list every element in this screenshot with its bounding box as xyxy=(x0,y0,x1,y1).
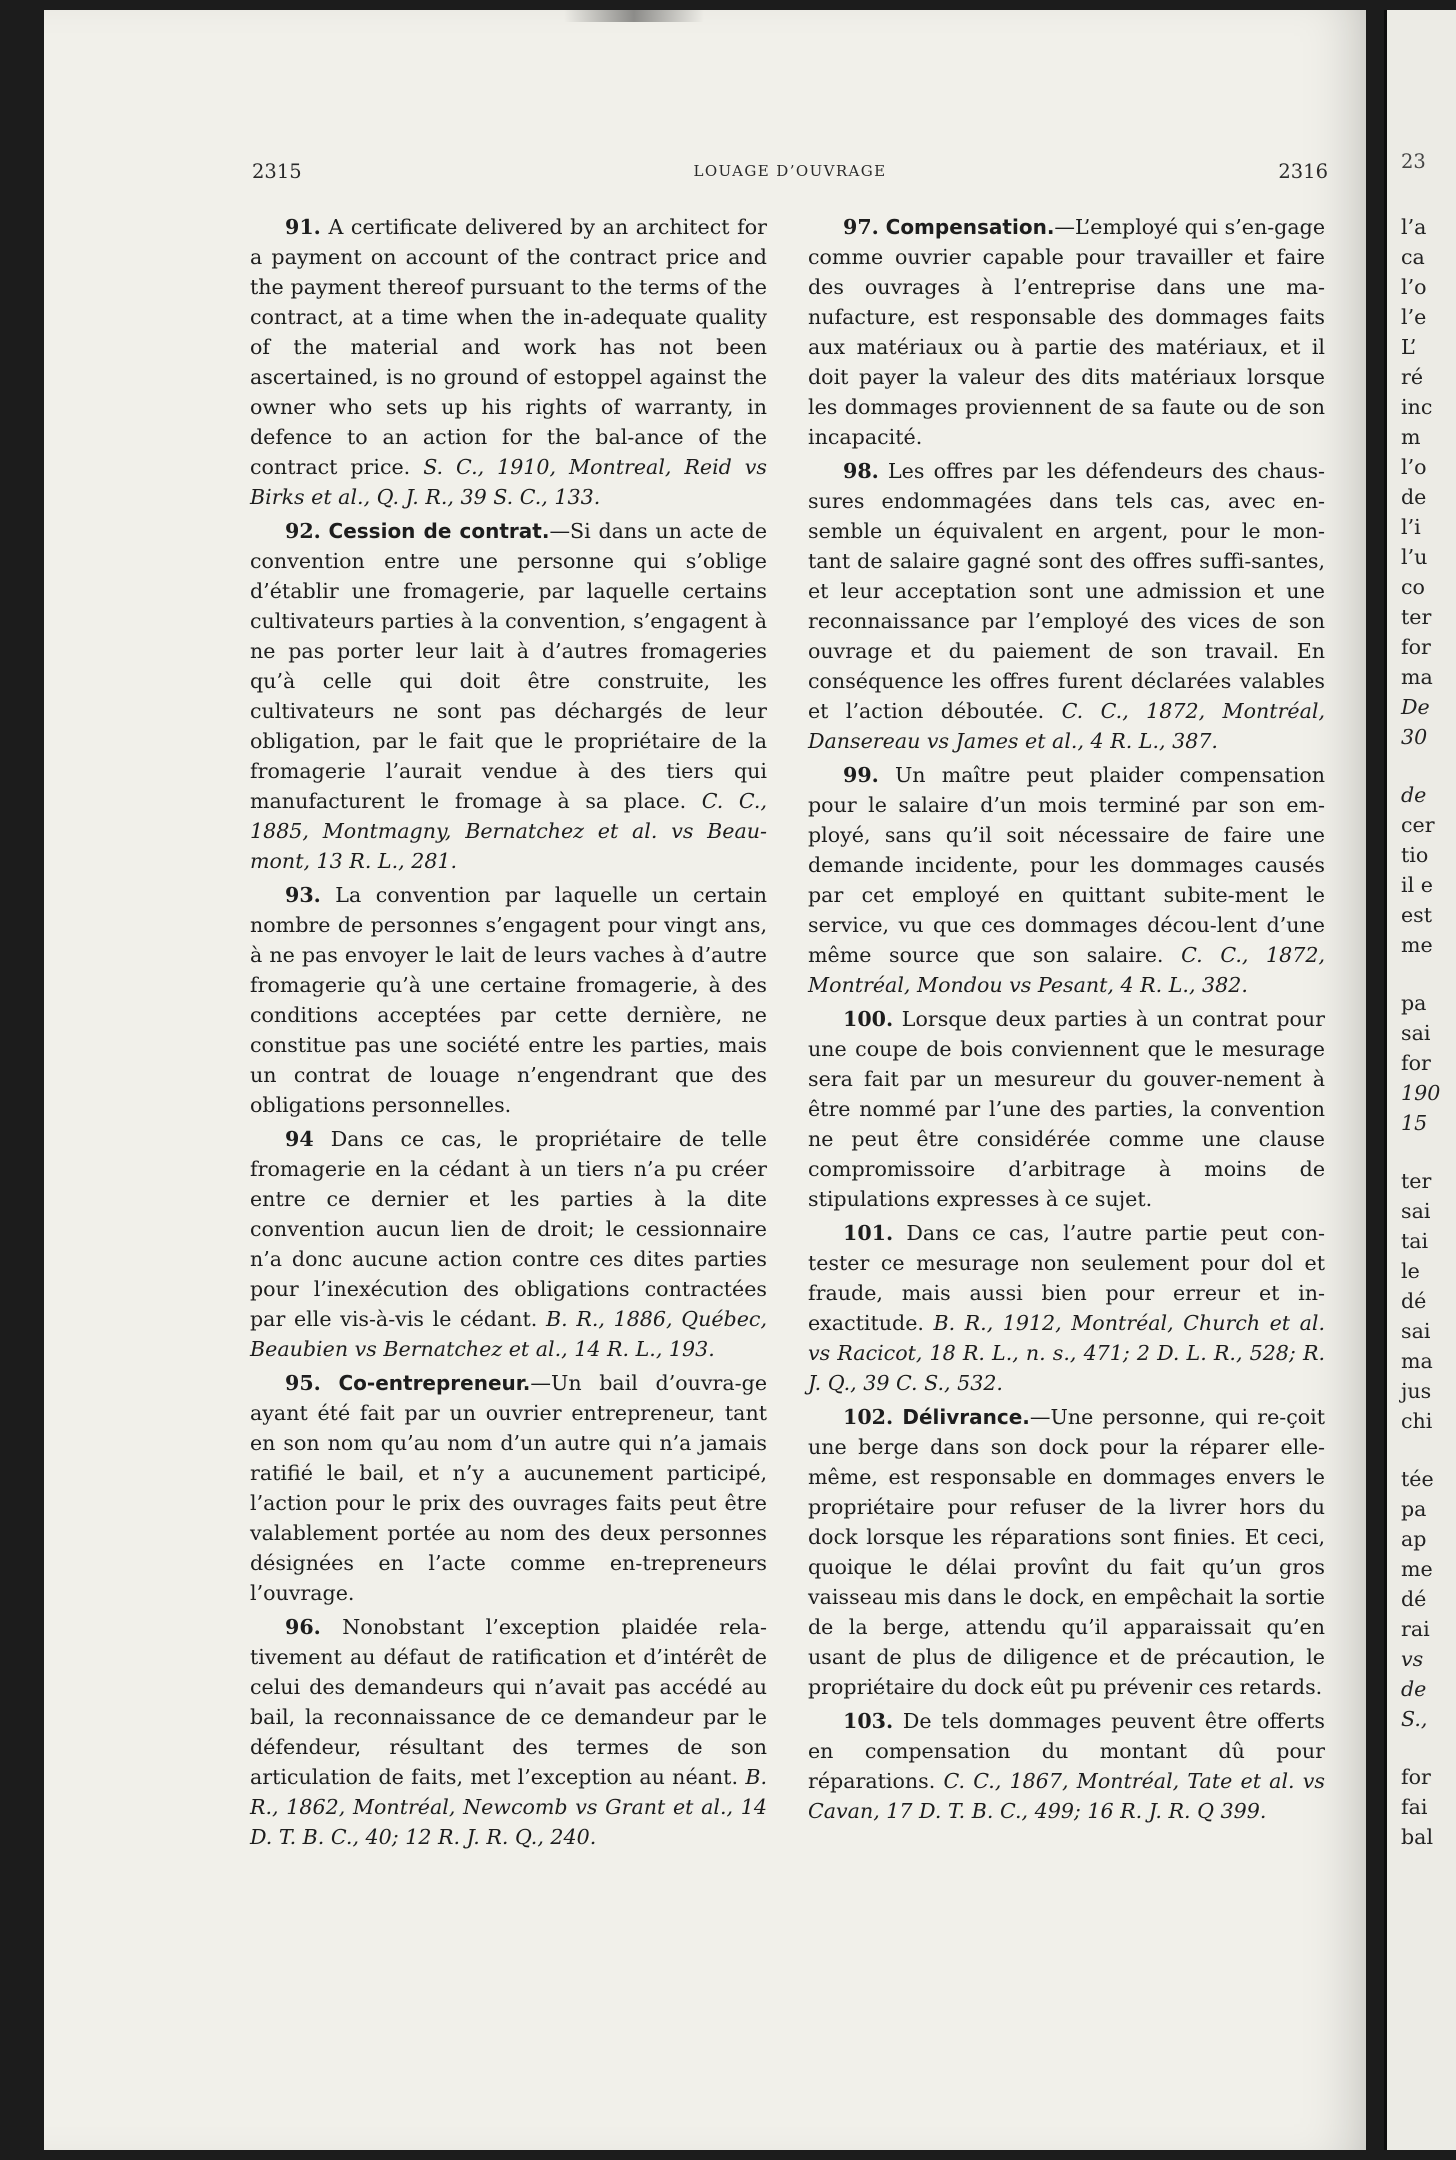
facing-line: ré xyxy=(1401,365,1424,389)
facing-line: me xyxy=(1401,933,1433,957)
paragraph-text: Les offres par les défendeurs des chaus-sures endommagées dans tels cas, avec en-semble un équivalent en argent, pour le mon-tant de salaire gagné sont des offres suffi-santes, et leur acceptation sont une admission et une reconnaissance par l’employé des vices de son ouvrage et du paiement de son travail. En conséquence les offres furent déclarées valables et l’action déboutée. xyxy=(808,459,1326,723)
facing-line: for xyxy=(1401,635,1431,659)
facing-line: de xyxy=(1401,783,1427,807)
paragraph-text: Lorsque deux parties à un contrat pour une coupe de bois conviennent que le mesurage sera fait par un mesureur du gouver-nement à être nommé par l’une des parties, la convention ne peut être considérée comme une clause compromissoire d’arbitrage à moins de stipulations expresses à ce sujet. xyxy=(808,1007,1326,1211)
case-citation: B. R., 1862, Montréal, Newcomb vs Grant et al., 14 D. T. B. C., 40; 12 R. J. R. Q., 240. xyxy=(250,1765,767,1849)
book-page xyxy=(44,10,1366,2150)
paragraph xyxy=(250,212,767,512)
paragraph-text: —Une personne, qui re-çoit une berge dans son dock pour la réparer elle-même, est responsable en dommages envers le propriétaire pour refuser de la livrer hors du dock lorsque les réparations sont finies. Et ceci, quoique le délai provînt du fait qu’un gros vaisseau mis dans le dock, en empêchait la sortie de la berge, attendu qu’il apparaissait qu’en usant de plus de diligence et de précaution, le propriétaire du dock eût pu prévenir ces retards. xyxy=(808,1405,1326,1699)
paragraph-number: 98. xyxy=(843,459,879,483)
paragraph-number: 91. xyxy=(285,215,321,239)
paragraph-number: 101. xyxy=(843,1221,894,1245)
paragraph xyxy=(808,456,1325,756)
facing-line: 190 xyxy=(1401,1081,1441,1105)
paragraph xyxy=(250,1124,767,1364)
facing-line: l’i xyxy=(1401,515,1421,539)
facing-line: pa xyxy=(1401,991,1427,1015)
paragraph xyxy=(808,212,1325,452)
facing-line: L’ xyxy=(1401,335,1417,359)
facing-line: ter xyxy=(1401,605,1432,629)
paragraph-heading: Compensation. xyxy=(885,215,1055,239)
facing-line: S., xyxy=(1401,1707,1428,1731)
paragraph-number: 100. xyxy=(843,1007,894,1031)
running-head xyxy=(252,160,1328,190)
facing-line: de xyxy=(1401,485,1427,509)
facing-line: est xyxy=(1401,903,1433,927)
facing-line: dé xyxy=(1401,1289,1427,1313)
facing-line: chi xyxy=(1401,1409,1433,1433)
paragraph xyxy=(808,1402,1325,1702)
facing-line: de xyxy=(1401,1677,1427,1701)
facing-line: sai xyxy=(1401,1319,1431,1343)
paragraph xyxy=(808,1706,1325,1826)
scan-smudge xyxy=(564,10,704,22)
facing-line: ter xyxy=(1401,1169,1432,1193)
facing-line: ma xyxy=(1401,665,1433,689)
facing-line: inc xyxy=(1401,395,1433,419)
paragraph xyxy=(808,1004,1325,1214)
facing-line: sai xyxy=(1401,1021,1431,1045)
paragraph xyxy=(250,1612,767,1852)
paragraph-text: A certificate delivered by an architect for a payment on account of the contract price and the payment thereof pursuant to the terms of the contract, at a time when the in-adequate quality of the material and work has not been ascertained, is no ground of estoppel against the owner who sets up his rights of warranty, in defence to an action for the bal-ance of the contract price. xyxy=(250,215,768,479)
facing-line: l’o xyxy=(1401,455,1427,479)
facing-line: l’o xyxy=(1401,275,1427,299)
page-number-right: 2316 xyxy=(1278,160,1328,183)
facing-line: jus xyxy=(1401,1379,1432,1403)
paragraph-number: 95. xyxy=(285,1371,321,1395)
running-title: LOUAGE D’OUVRAGE xyxy=(693,162,887,180)
paragraph-heading: Co-entrepreneur. xyxy=(338,1371,531,1395)
facing-line: bal xyxy=(1401,1825,1434,1849)
case-citation: C. C., 1885, Montmagny, Bernatchez et al. vs Beau-mont, 13 R. L., 281. xyxy=(250,789,768,873)
facing-line: vs xyxy=(1401,1647,1424,1671)
facing-line: ma xyxy=(1401,1349,1433,1373)
facing-line: sai xyxy=(1401,1199,1431,1223)
facing-line: 30 xyxy=(1401,725,1428,749)
facing-line: cer xyxy=(1401,813,1435,837)
facing-line: fai xyxy=(1401,1795,1428,1819)
facing-line: l’u xyxy=(1401,545,1428,569)
paragraph-number: 103. xyxy=(843,1709,894,1733)
paragraph-number: 94 xyxy=(285,1127,314,1151)
facing-line: il e xyxy=(1401,873,1433,897)
facing-page-fragment xyxy=(1384,10,1456,2150)
paragraph-number: 92. xyxy=(285,519,321,543)
facing-line: tai xyxy=(1401,1229,1429,1253)
facing-line: De xyxy=(1401,695,1430,719)
facing-line: tio xyxy=(1401,843,1429,867)
paragraph-text: Nonobstant l’exception plaidée rela-tivement au défaut de ratification et d’intérêt de celui des demandeurs qui n’avait pas accédé au bail, la reconnaissance de ce demandeur par le défendeur, résultant des termes de son articulation de faits, met l’exception au néant. xyxy=(250,1615,768,1789)
paragraph xyxy=(808,1218,1325,1398)
facing-line: pa xyxy=(1401,1497,1427,1521)
facing-line: for xyxy=(1401,1051,1431,1075)
facing-line: ap xyxy=(1401,1527,1427,1551)
paragraph-number: 97. xyxy=(843,215,879,239)
case-citation: B. R., 1886, Québec, Beaubien vs Bernatchez et al., 14 R. L., 193. xyxy=(250,1307,768,1361)
paragraph xyxy=(250,1368,767,1608)
paragraph-heading: Cession de contrat. xyxy=(328,519,550,543)
facing-line: dé xyxy=(1401,1587,1427,1611)
case-citation: B. R., 1912, Montréal, Church et al. vs Racicot, 18 R. L., n. s., 471; 2 D. L. R., 528; R. J. Q., 39 C. S., 532. xyxy=(808,1311,1325,1395)
case-citation: C. C., 1872, Montréal, Mondou vs Pesant, 4 R. L., 382. xyxy=(808,943,1326,997)
paragraph-text: La convention par laquelle un certain nombre de personnes s’engagent pour vingt ans, à ne pas envoyer le lait de leurs vaches à d’autre fromagerie qu’à une certaine fromagerie, à des conditions acceptées par cette dernière, ne constitue pas une société entre les parties, mais un contrat de louage n’engendrant que des obligations personnelles. xyxy=(250,883,768,1117)
facing-line: me xyxy=(1401,1557,1433,1581)
page-number-left: 2315 xyxy=(252,160,302,183)
paragraph-number: 93. xyxy=(285,883,321,907)
paragraph xyxy=(250,516,767,876)
paragraph-text: Dans ce cas, le propriétaire de telle fromagerie en la cédant à un tiers n’a pu créer entre ce dernier et les parties à la dite convention aucun lien de droit; le cessionnaire n’a donc aucune action contre ces dites parties pour l’inexécution des obligations contractées par elle vis-à-vis le cédant. xyxy=(250,1127,767,1331)
facing-line: rai xyxy=(1401,1617,1430,1641)
facing-line: m xyxy=(1401,425,1421,449)
paragraph-heading: Délivrance. xyxy=(902,1405,1030,1429)
facing-line: l’e xyxy=(1401,305,1427,329)
facing-line: 15 xyxy=(1401,1111,1428,1135)
paragraph xyxy=(250,880,767,1120)
paragraph-number: 102. xyxy=(843,1405,894,1429)
facing-page-number: 23 xyxy=(1401,150,1426,173)
left-column xyxy=(250,212,767,1856)
case-citation: C. C., 1867, Montréal, Tate et al. vs Cavan, 17 D. T. B. C., 499; 16 R. J. R. Q 399. xyxy=(808,1769,1326,1823)
facing-line: ca xyxy=(1401,245,1425,269)
facing-line: l’a xyxy=(1401,215,1427,239)
paragraph xyxy=(808,760,1325,1000)
paragraph-number: 96. xyxy=(285,1615,321,1639)
paragraph-number: 99. xyxy=(843,763,879,787)
paragraph-text: —Un bail d’ouvra-ge ayant été fait par un ouvrier entrepreneur, tant en son nom qu’au nom d’un autre qui n’a jamais ratifié le bail, et n’y a aucunement participé, l’action pour le prix des ouvrages faits peut être valablement portée au nom des deux personnes désignées en l’acte comme en-trepreneurs l’ouvrage. xyxy=(250,1371,768,1605)
case-citation: S. C., 1910, Montreal, Reid vs Birks et al., Q. J. R., 39 S. C., 133. xyxy=(250,455,768,509)
facing-line: le xyxy=(1401,1259,1420,1283)
facing-line: co xyxy=(1401,575,1425,599)
paragraph-text: Dans ce cas, l’autre partie peut con-tester ce mesurage non seulement pour dol et fraude, mais aussi bien pour erreur et in-exactitude. xyxy=(808,1221,1325,1335)
facing-line: for xyxy=(1401,1765,1431,1789)
right-column xyxy=(808,212,1325,1830)
paragraph-text: —L’employé qui s’en-gage comme ouvrier capable pour travailler et faire des ouvrages à l’entreprise dans une ma-nufacture, est responsable des dommages faits aux matériaux ou à partie des matériaux, et il doit payer la valeur des dits matériaux lorsque les dommages proviennent de sa faute ou de son incapacité. xyxy=(808,215,1326,449)
paragraph-text: —Si dans un acte de convention entre une personne qui s’oblige d’établir une fromagerie, par laquelle certains cultivateurs parties à la convention, s’engagent à ne pas porter leur lait à d’autres fromageries qu’à celle qui doit être construite, les cultivateurs ne sont pas déchargés de leur obligation, par le fait que le propriétaire de la fromagerie l’aurait vendue à des tiers qui manufacturent le fromage à sa place. xyxy=(250,519,768,813)
case-citation: C. C., 1872, Montréal, Dansereau vs James et al., 4 R. L., 387. xyxy=(808,699,1326,753)
paragraph-text: De tels dommages peuvent être offerts en compensation du montant dû pour réparations. xyxy=(808,1709,1326,1793)
facing-line: tée xyxy=(1401,1467,1434,1491)
paragraph-text: Un maître peut plaider compensation pour le salaire d’un mois terminé par son em-ployé, sans qu’il soit nécessaire de faire une demande incidente, pour les dommages causés par cet employé en quittant subite-ment le service, vu que ces dommages décou-lent d’une même source que son salaire. xyxy=(808,763,1325,967)
